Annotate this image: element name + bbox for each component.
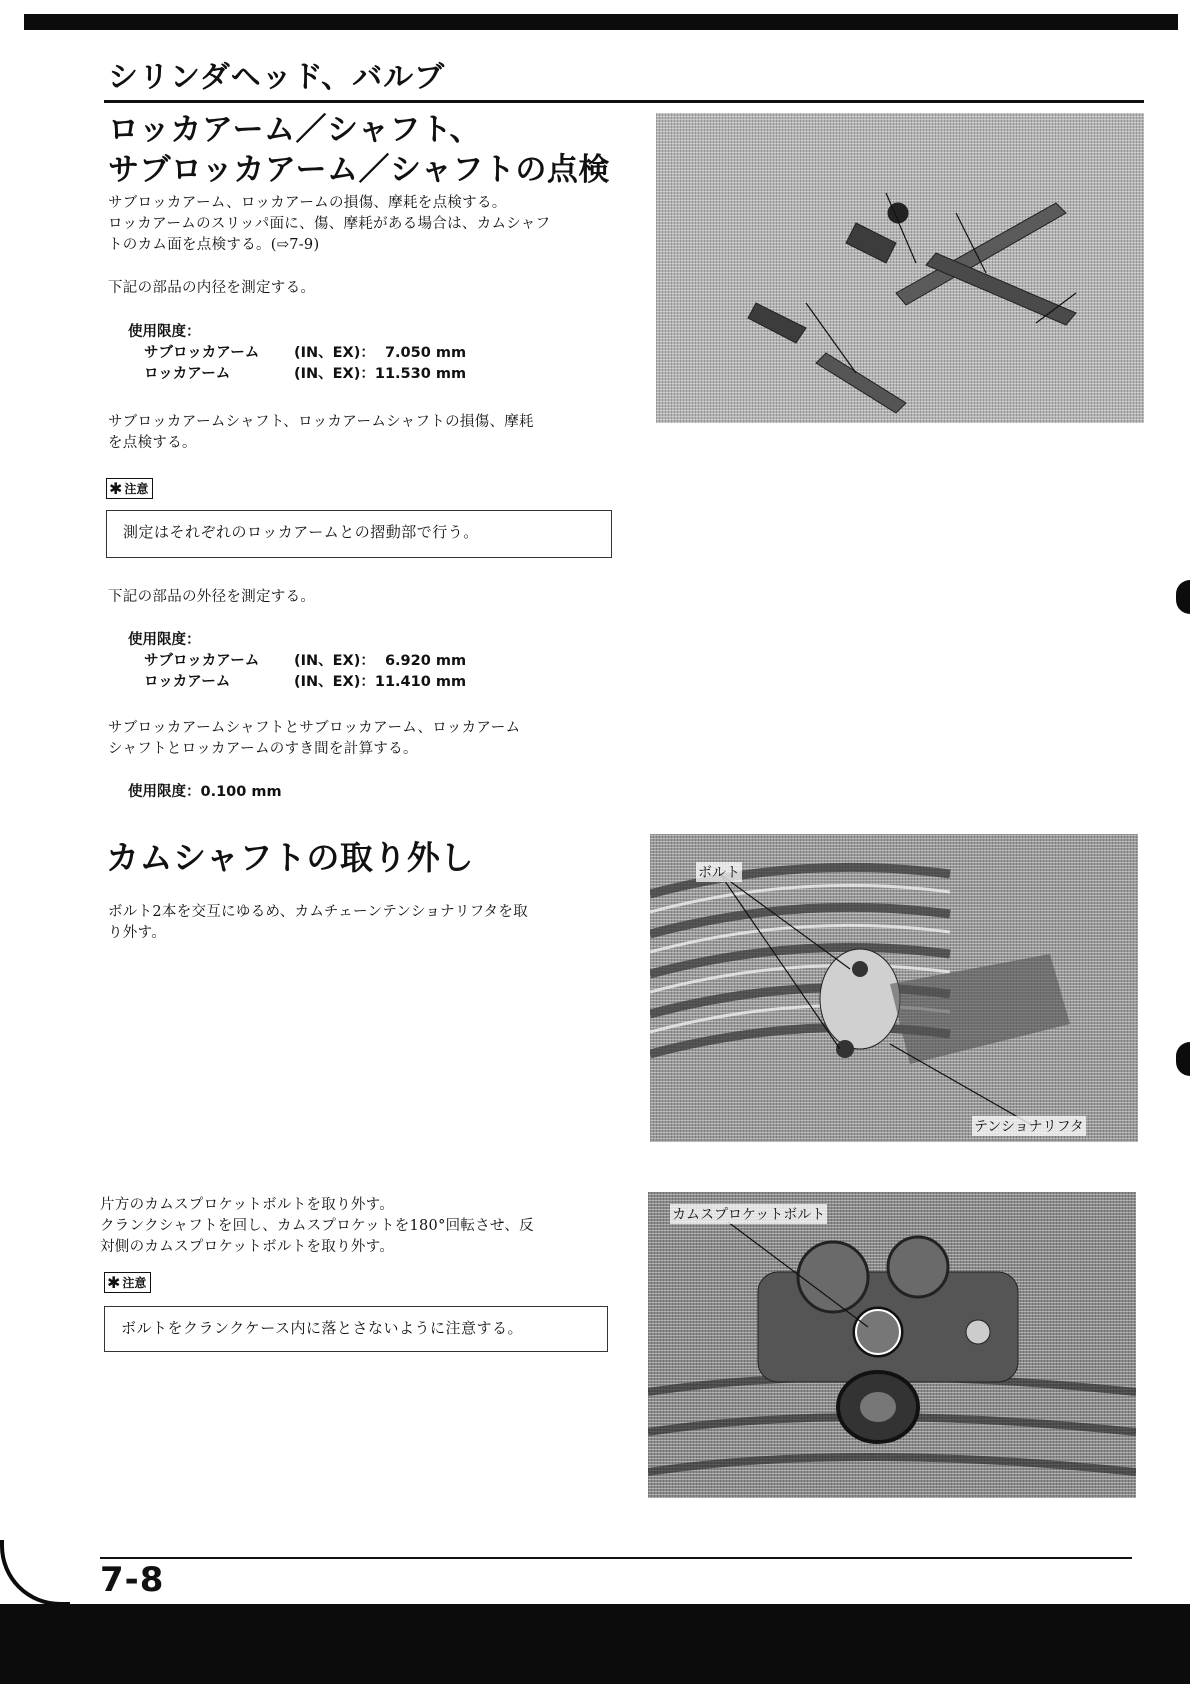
paragraph-clearance	[108, 718, 628, 760]
section-title-line: サブロッカアーム／シャフトの点検	[108, 152, 610, 188]
text-line: シャフトとロッカアームのすき間を計算する。	[108, 741, 418, 757]
bottom-bar	[0, 1604, 1190, 1684]
paragraph-remove-lifter	[108, 902, 628, 944]
footer-rule	[100, 1557, 1132, 1559]
caution-star-icon: ✱	[109, 478, 123, 498]
service-limit-label: 使用限度：	[128, 324, 201, 340]
service-limit-clearance: 使用限度：0.100 mm	[128, 784, 282, 800]
rocker-arm-illustration	[656, 113, 1144, 423]
top-bar	[24, 14, 1178, 30]
cam-sprocket-illustration	[648, 1192, 1136, 1498]
caution-star-icon: ✱	[107, 1272, 121, 1292]
text-line: サブロッカアーム、ロッカアームの損傷、摩耗を点検する。	[108, 195, 507, 211]
paragraph-inspect-shaft	[108, 412, 628, 454]
service-limit-outer	[128, 630, 466, 693]
text-line: 対側のカムスプロケットボルトを取り外す。	[100, 1239, 395, 1255]
thumb-index-tab	[1176, 1042, 1190, 1076]
photo-cam-sprocket	[648, 1192, 1136, 1498]
caution-box: ボルトをクランクケース内に落とさないように注意する。	[104, 1306, 608, 1352]
text-line: サブロッカアームシャフト、ロッカアームシャフトの損傷、摩耗	[108, 414, 534, 430]
thumb-index-tab	[1176, 580, 1190, 614]
paragraph-sprocket-bolts	[100, 1195, 640, 1258]
text-line: 片方のカムスプロケットボルトを取り外す。	[100, 1197, 395, 1213]
spec-row: サブロッカアーム (IN、EX)： 7.050 mm	[144, 345, 467, 361]
service-limit-label: 使用限度：	[128, 632, 201, 648]
text-line: トのカム面を点検する。(⇨7-9)	[108, 237, 320, 253]
spec-row: ロッカアーム (IN、EX)：11.530 mm	[144, 366, 467, 382]
paragraph-inspect	[108, 193, 628, 256]
callout-tensioner-lifter: テンショナリフタ	[972, 1116, 1086, 1136]
caution-label: ✱ 注意	[104, 1272, 151, 1293]
section-title-rocker-arm	[108, 110, 610, 190]
text-line: ボルト2本を交互にゆるめ、カムチェーンテンショナリフタを取	[108, 904, 528, 920]
spec-row: ロッカアーム (IN、EX)：11.410 mm	[144, 674, 467, 690]
service-limit-inner	[128, 322, 466, 385]
caution-label: ✱ 注意	[106, 478, 153, 499]
paragraph-measure-inner: 下記の部品の内径を測定する。	[108, 280, 316, 296]
text-line: サブロッカアームシャフトとサブロッカアーム、ロッカアーム	[108, 720, 521, 736]
caution-box: 測定はそれぞれのロッカアームとの摺動部で行う。	[106, 510, 612, 558]
callout-cam-sprocket-bolt: カムスプロケットボルト	[670, 1204, 827, 1224]
text-line: ロッカアームのスリッパ面に、傷、摩耗がある場合は、カムシャフ	[108, 216, 551, 232]
text-line: クランクシャフトを回し、カムスプロケットを180°回転させ、反	[100, 1218, 534, 1234]
callout-bolt: ボルト	[696, 862, 742, 882]
spec-row: サブロッカアーム (IN、EX)： 6.920 mm	[144, 653, 467, 669]
paragraph-measure-outer: 下記の部品の外径を測定する。	[108, 589, 316, 605]
section-title-camshaft-removal: カムシャフトの取り外し	[106, 838, 474, 877]
page-number: 7-8	[100, 1560, 165, 1600]
photo-rocker-arms	[656, 113, 1144, 423]
section-title-line: ロッカアーム／シャフト、	[108, 112, 482, 148]
chapter-header: シリンダヘッド、バルブ	[108, 60, 446, 95]
header-rule	[104, 100, 1144, 103]
text-line: り外す。	[108, 925, 167, 941]
text-line: を点検する。	[108, 435, 197, 451]
page-curl	[0, 1540, 70, 1606]
photo-tensioner-lifter	[650, 834, 1138, 1142]
